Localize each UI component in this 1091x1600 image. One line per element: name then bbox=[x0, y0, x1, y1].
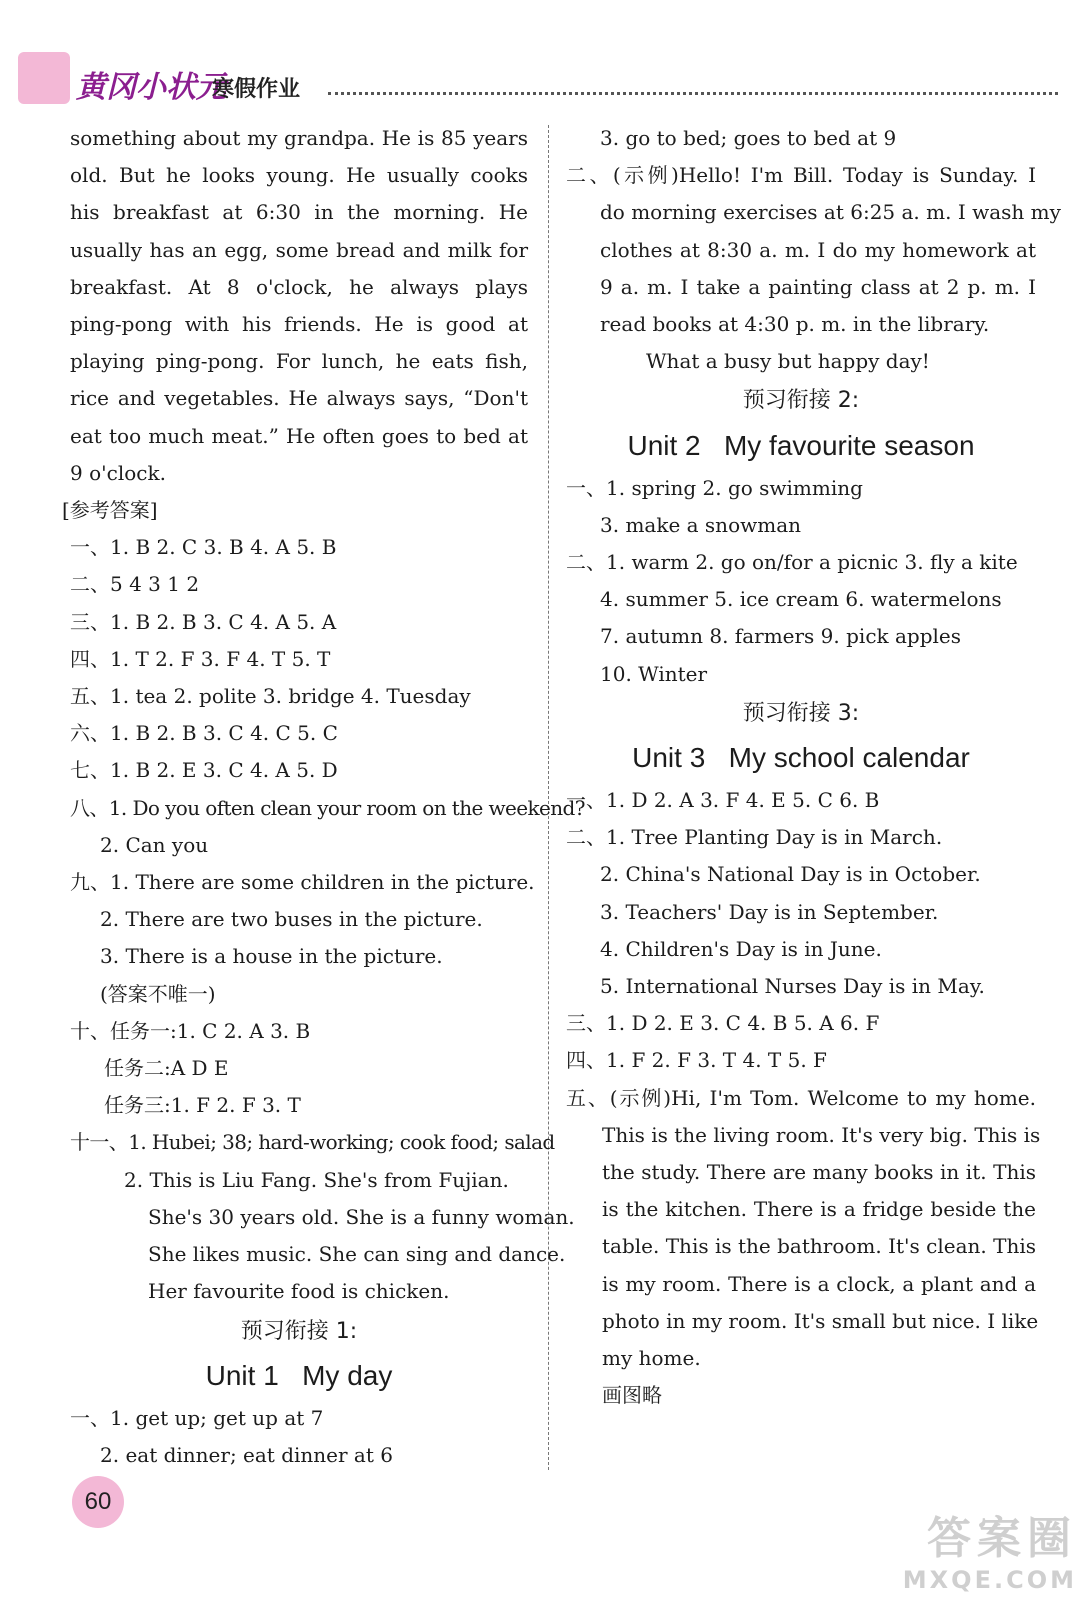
answer-line: 六、1. B 2. B 3. C 4. C 5. C bbox=[70, 721, 338, 746]
diary-line: What a busy but happy day! bbox=[646, 349, 930, 374]
sample-essay bbox=[566, 1080, 1041, 1378]
answer-line: 2. This is Liu Fang. She's from Fujian. bbox=[124, 1167, 509, 1192]
unit-3-title: Unit 3 My school calendar bbox=[632, 742, 970, 774]
answer-line: 一、1. D 2. A 3. F 4. E 5. C 6. B bbox=[566, 788, 880, 813]
diary-line: do morning exercises at 6:25 a. m. I wash my bbox=[600, 200, 1061, 225]
header-dotted-rule bbox=[328, 92, 1058, 95]
answer-line: 八、1. Do you often clean your room on the weekend? bbox=[70, 795, 585, 820]
answer-line: 二、1. warm 2. go on/for a picnic 3. fly a kite bbox=[566, 550, 1018, 575]
answer-line: 2. eat dinner; eat dinner at 6 bbox=[100, 1442, 393, 1467]
page-number: 60 bbox=[72, 1476, 124, 1528]
answer-line: 二、5 4 3 1 2 bbox=[70, 572, 200, 597]
passage-line: something about my grandpa. He is 85 years bbox=[70, 126, 528, 150]
answer-line: 一、1. get up; get up at 7 bbox=[70, 1405, 324, 1430]
diary-line: 9 a. m. I take a painting class at 2 p. m. I bbox=[600, 274, 1036, 299]
preview-heading-2: 预习衔接 2: bbox=[742, 388, 860, 414]
watermark-url: MXQE.COM bbox=[902, 1566, 1077, 1594]
essay-line: the study. There are many books in it. This bbox=[602, 1160, 1036, 1185]
passage-line: old. But he looks young. He usually cooks bbox=[70, 163, 528, 188]
answer-line: 一、1. B 2. C 3. B 4. A 5. B bbox=[70, 535, 337, 560]
page-header bbox=[18, 48, 1058, 110]
preview-heading-1: 预习衔接 1: bbox=[240, 1318, 358, 1344]
left-column bbox=[62, 120, 585, 1474]
diary-line: 二、(示例)Hello! I'm Bill. Today is Sunday. I bbox=[566, 163, 1036, 188]
answer-line: 3. Teachers' Day is in September. bbox=[600, 899, 939, 924]
answer-line: 10. Winter bbox=[600, 661, 708, 686]
unit-1-title: Unit 1 My day bbox=[205, 1359, 393, 1391]
passage-line: ping-pong with his friends. He is good at bbox=[70, 312, 528, 337]
draw-note: 画图略 bbox=[602, 1383, 662, 1408]
answer-line: 4. Children's Day is in June. bbox=[600, 936, 882, 961]
right-column bbox=[566, 120, 1061, 1415]
answer-line: 7. autumn 8. farmers 9. pick apples bbox=[600, 624, 962, 649]
answer-line: 三、1. B 2. B 3. C 4. A 5. A bbox=[70, 609, 337, 634]
essay-line: is the kitchen. There is a fridge beside the bbox=[602, 1197, 1036, 1222]
answer-line: 3. make a snowman bbox=[600, 512, 801, 537]
passage-line: his breakfast at 6:30 in the morning. He bbox=[70, 200, 528, 225]
answer-line: 2. There are two buses in the picture. bbox=[100, 907, 483, 932]
unit-2-title: Unit 2 My favourite season bbox=[627, 429, 975, 461]
essay-line: my home. bbox=[602, 1346, 701, 1371]
essay-line: table. This is the bathroom. It's clean. This bbox=[602, 1234, 1036, 1259]
logo-icon bbox=[18, 52, 70, 104]
answer-line: 九、1. There are some children in the picture. bbox=[70, 870, 535, 895]
essay-line: is my room. There is a clock, a plant and a bbox=[602, 1271, 1036, 1296]
watermark-logo-text: 答案圈 bbox=[927, 1513, 1077, 1564]
diary-line: read books at 4:30 p. m. in the library. bbox=[600, 312, 990, 337]
passage-line: eat too much meat.” He often goes to bed at bbox=[70, 423, 528, 448]
passage-line: playing ping-pong. For lunch, he eats fish, bbox=[70, 349, 528, 374]
answer-line: She's 30 years old. She is a funny woman. bbox=[148, 1204, 575, 1229]
answer-line: 5. International Nurses Day is in May. bbox=[600, 974, 985, 999]
brand-title: 黄冈小状元 bbox=[76, 70, 226, 105]
answer-line: 4. summer 5. ice cream 6. watermelons bbox=[600, 587, 1002, 612]
passage-line: rice and vegetables. He always says, “Don't bbox=[70, 386, 528, 411]
answer-line: 十、任务一:1. C 2. A 3. B bbox=[70, 1018, 311, 1043]
answer-line: 一、1. spring 2. go swimming bbox=[566, 475, 863, 500]
passage-line: breakfast. At 8 o'clock, he always plays bbox=[70, 274, 528, 299]
answer-line: 二、1. Tree Planting Day is in March. bbox=[566, 825, 943, 850]
reading-passage bbox=[70, 120, 528, 492]
answer-line: 十一、1. Hubei; 38; hard-working; cook food; salad bbox=[70, 1130, 555, 1155]
reference-answers-heading: [参考答案] bbox=[62, 498, 158, 523]
diary-line: clothes at 8:30 a. m. I do my homework at bbox=[600, 237, 1036, 262]
answer-line: 任务二:A D E bbox=[104, 1056, 229, 1081]
essay-line: photo in my room. It's small but nice. I like bbox=[602, 1308, 1039, 1333]
answer-line: Her favourite food is chicken. bbox=[148, 1279, 450, 1304]
answer-line: 三、1. D 2. E 3. C 4. B 5. A 6. F bbox=[566, 1011, 880, 1036]
answer-line: 五、1. tea 2. polite 3. bridge 4. Tuesday bbox=[70, 684, 471, 709]
sample-diary bbox=[566, 157, 1061, 343]
passage-line: 9 o'clock. bbox=[70, 460, 166, 485]
passage-line: usually has an egg, some bread and milk for bbox=[70, 237, 528, 262]
preview-heading-3: 预习衔接 3: bbox=[742, 700, 860, 726]
answer-line: 七、1. B 2. E 3. C 4. A 5. D bbox=[70, 758, 338, 783]
essay-line: This is the living room. It's very big. This is bbox=[602, 1122, 1041, 1147]
essay-line: 五、(示例)Hi, I'm Tom. Welcome to my home. bbox=[566, 1085, 1036, 1110]
answer-line: 3. go to bed; goes to bed at 9 bbox=[600, 126, 897, 150]
answer-note: (答案不唯一) bbox=[100, 981, 216, 1006]
answer-line: 四、1. F 2. F 3. T 4. T 5. F bbox=[566, 1048, 827, 1073]
answer-line: 3. There is a house in the picture. bbox=[100, 944, 443, 969]
answer-line: 四、1. T 2. F 3. F 4. T 5. T bbox=[70, 646, 331, 671]
book-subtitle: 寒假作业 bbox=[212, 77, 301, 102]
answer-line: 2. China's National Day is in October. bbox=[600, 862, 981, 887]
watermark bbox=[903, 1502, 1077, 1594]
answer-line: She likes music. She can sing and dance. bbox=[148, 1242, 566, 1267]
answer-line: 2. Can you bbox=[100, 832, 209, 857]
answer-line: 任务三:1. F 2. F 3. T bbox=[104, 1093, 301, 1118]
